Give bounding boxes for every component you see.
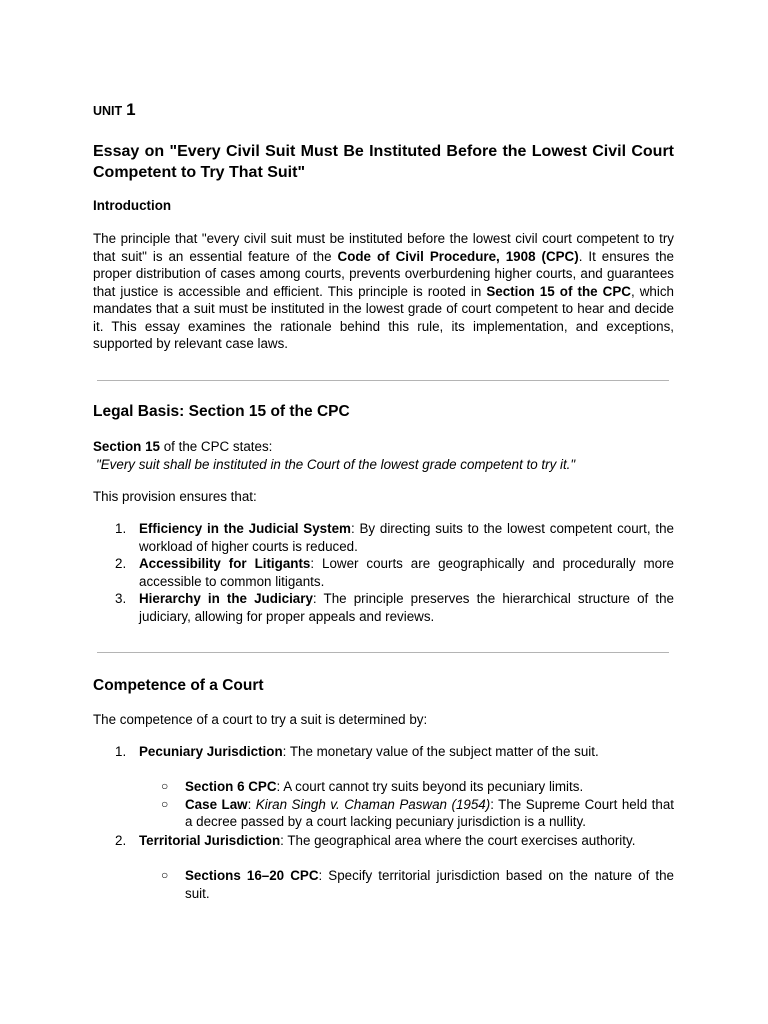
section-divider bbox=[97, 652, 669, 653]
circle-bullet-icon: ○ bbox=[161, 868, 169, 882]
introduction-heading: Introduction bbox=[93, 198, 172, 213]
list-item bbox=[93, 743, 674, 761]
section15-line bbox=[93, 438, 674, 456]
list-item bbox=[93, 520, 674, 555]
sublist-sep: : bbox=[247, 796, 256, 812]
sublist-item bbox=[93, 778, 674, 796]
list-number: 1. bbox=[115, 744, 127, 759]
legal-basis-heading: Legal Basis: Section 15 of the CPC bbox=[93, 403, 350, 420]
unit-number: 1 bbox=[126, 100, 136, 119]
list-item bbox=[93, 832, 674, 850]
competence-heading: Competence of a Court bbox=[93, 677, 264, 694]
essay-title: Essay on "Every Civil Suit Must Be Instituted Before the Lowest Civil Court Competent to Try That Suit" bbox=[93, 143, 674, 181]
section15-bold: Section 15 bbox=[93, 439, 160, 454]
list-item bbox=[93, 555, 674, 590]
introduction-paragraph bbox=[93, 230, 674, 353]
list-item-bold: Territorial Jurisdiction bbox=[139, 833, 281, 848]
intro-text-1: The principle that "every civil suit must be instituted before the lowest civil court competent to try that suit" is an essential feature of the bbox=[93, 231, 674, 264]
list-item-text: : The monetary value of the subject matter of the suit. bbox=[282, 744, 599, 759]
list-item-text: : The geographical area where the court exercises authority. bbox=[280, 833, 636, 848]
territorial-sublist bbox=[93, 867, 674, 902]
list-item-text: : The principle preserves the hierarchical structure of the judiciary, allowing for proper appeals and reviews. bbox=[139, 591, 675, 624]
list-number: 3. bbox=[115, 591, 127, 606]
unit-label: UNIT bbox=[93, 104, 123, 118]
section-divider bbox=[97, 380, 669, 381]
competence-list-1 bbox=[93, 743, 674, 761]
sublist-bold: Sections 16–20 CPC bbox=[185, 868, 319, 883]
list-item-bold: Accessibility for Litigants bbox=[139, 556, 311, 571]
provision-list bbox=[93, 520, 674, 625]
sublist-text: : The Supreme Court held that a decree passed by a court lacking pecuniary jurisdiction is a nullity. bbox=[185, 796, 674, 829]
intro-bold-section15: Section 15 of the CPC bbox=[486, 283, 631, 299]
list-item-bold: Efficiency in the Judicial System bbox=[139, 521, 351, 536]
sublist-text: : A court cannot try suits beyond its pecuniary limits. bbox=[276, 779, 584, 794]
pecuniary-sublist bbox=[93, 778, 674, 831]
intro-text-3: , which mandates that a suit must be instituted in the lowest grade of court competent to hear and decide it. This essay examines the rationale behind this rule, its implementation, and exceptions, supported by relevant case laws. bbox=[93, 283, 674, 351]
list-number: 2. bbox=[115, 833, 127, 848]
unit-heading bbox=[93, 101, 136, 121]
circle-bullet-icon: ○ bbox=[161, 779, 169, 793]
list-item bbox=[93, 590, 674, 625]
section15-quote-line bbox=[93, 456, 674, 474]
circle-bullet-icon: ○ bbox=[161, 796, 169, 811]
list-number: 1. bbox=[115, 521, 127, 536]
sublist-bold: Case Law bbox=[185, 796, 248, 812]
intro-text-2: . It ensures the proper distribution of cases among courts, prevents overburdening higher courts, and guarantees that justice is accessible and efficient. This principle is rooted in bbox=[93, 248, 674, 299]
list-item-text: : By directing suits to the lowest competent court, the workload of higher courts is reduced. bbox=[139, 521, 674, 554]
competence-lead: The competence of a court to try a suit is determined by: bbox=[93, 712, 428, 727]
list-number: 2. bbox=[115, 556, 127, 571]
section15-rest: of the CPC states: bbox=[159, 439, 273, 454]
section15-statement bbox=[93, 438, 674, 473]
list-item-bold: Pecuniary Jurisdiction bbox=[139, 744, 283, 759]
list-item-bold: Hierarchy in the Judiciary bbox=[139, 591, 313, 606]
sublist-item bbox=[93, 867, 674, 902]
section15-quote: "Every suit shall be instituted in the Court of the lowest grade competent to try it." bbox=[96, 456, 576, 472]
sublist-item bbox=[93, 796, 674, 831]
competence-list-2 bbox=[93, 832, 674, 850]
sublist-bold: Section 6 CPC bbox=[185, 779, 277, 794]
case-citation: Kiran Singh v. Chaman Paswan (1954) bbox=[255, 796, 491, 812]
list-item-text: : Lower courts are geographically and procedurally more accessible to common litigants. bbox=[139, 556, 674, 589]
intro-bold-cpc: Code of Civil Procedure, 1908 (CPC) bbox=[337, 248, 579, 264]
sublist-text: : Specify territorial jurisdiction based on the nature of the suit. bbox=[185, 868, 674, 901]
provision-lead: This provision ensures that: bbox=[93, 489, 257, 504]
